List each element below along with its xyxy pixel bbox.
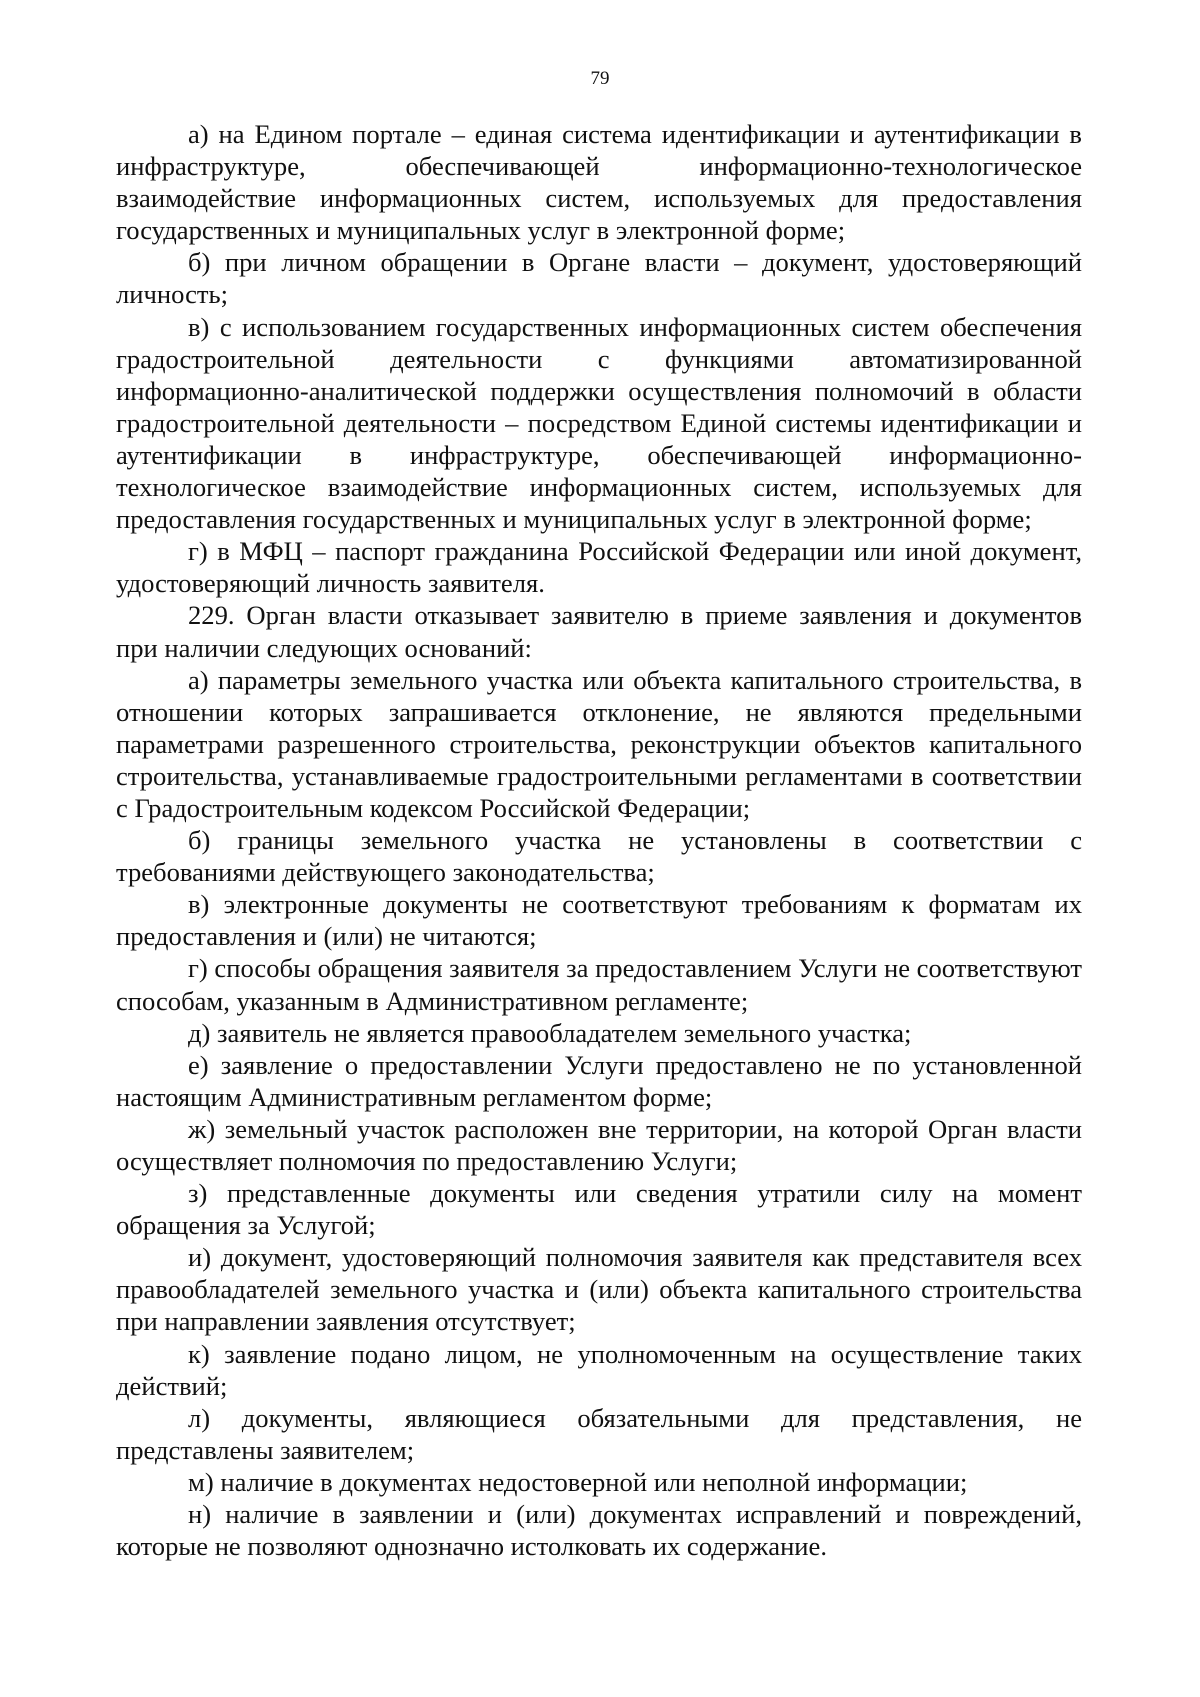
document-body (116, 118, 1082, 1562)
paragraph: к) заявление подано лицом, не уполномоченным на осуществление таких действий; (116, 1338, 1082, 1401)
paragraph: г) в МФЦ – паспорт гражданина Российской Федерации или иной документ, удостоверяющий личность заявителя. (116, 536, 1082, 599)
paragraph: 229. Орган власти отказывает заявителю в приеме заявления и документов при наличии следующих оснований: (116, 600, 1082, 663)
paragraph: д) заявитель не является правообладателем земельного участка; (188, 1017, 912, 1048)
paragraph: б) границы земельного участка не установлены в соответствии с требованиями действующего законодательства; (116, 825, 1082, 888)
paragraph: в) с использованием государственных информационных систем обеспечения градостроительной деятельности с функциями автоматизированной информационно-аналитической поддержки осуществления полномочий в области градостроительной деятельности – посредством Единой системы идентификации и аутентификации в инфраструктуре, обеспечивающей информационно-технологическое взаимодействие информационных систем, используемых для предоставления государственных и муниципальных услуг в электронной форме; (116, 311, 1082, 535)
paragraph: ж) земельный участок расположен вне территории, на которой Орган власти осуществляет полномочия по предоставлению Услуги; (116, 1113, 1082, 1176)
paragraph: м) наличие в документах недостоверной или неполной информации; (188, 1466, 968, 1497)
paragraph: е) заявление о предоставлении Услуги предоставлено не по установленной настоящим Административным регламентом форме; (116, 1049, 1082, 1112)
paragraph: г) способы обращения заявителя за предоставлением Услуги не соответствуют способам, указанным в Административном регламенте; (116, 953, 1082, 1016)
paragraph: в) электронные документы не соответствуют требованиям к форматам их предоставления и (или) не читаются; (116, 889, 1082, 952)
paragraph: б) при личном обращении в Органе власти – документ, удостоверяющий личность; (116, 247, 1082, 310)
paragraph: а) параметры земельного участка или объекта капитального строительства, в отношении которых запрашивается отклонение, не являются предельными параметрами разрешенного строительства, реконструкции объектов капитального строительства, устанавливаемые градостроительными регламентами в соответствии с Градостроительным кодексом Российской Федерации; (116, 664, 1082, 823)
paragraph: а) на Едином портале – единая система идентификации и аутентификации в инфраструктуре, обеспечивающей информационно-технологическое взаимодействие информационных систем, используемых для предоставления государственных и муниципальных услуг в электронной форме; (116, 119, 1082, 246)
paragraph: з) представленные документы или сведения утратили силу на момент обращения за Услугой; (116, 1178, 1082, 1241)
paragraph: н) наличие в заявлении и (или) документах исправлений и повреждений, которые не позволяют однозначно истолковать их содержание. (116, 1499, 1082, 1562)
paragraph: л) документы, являющиеся обязательными для представления, не представлены заявителем; (116, 1402, 1082, 1465)
page-number: 79 (590, 68, 610, 89)
paragraph: и) документ, удостоверяющий полномочия заявителя как представителя всех правообладателей земельного участка и (или) объекта капитального строительства при направлении заявления отсутствует; (116, 1242, 1082, 1337)
